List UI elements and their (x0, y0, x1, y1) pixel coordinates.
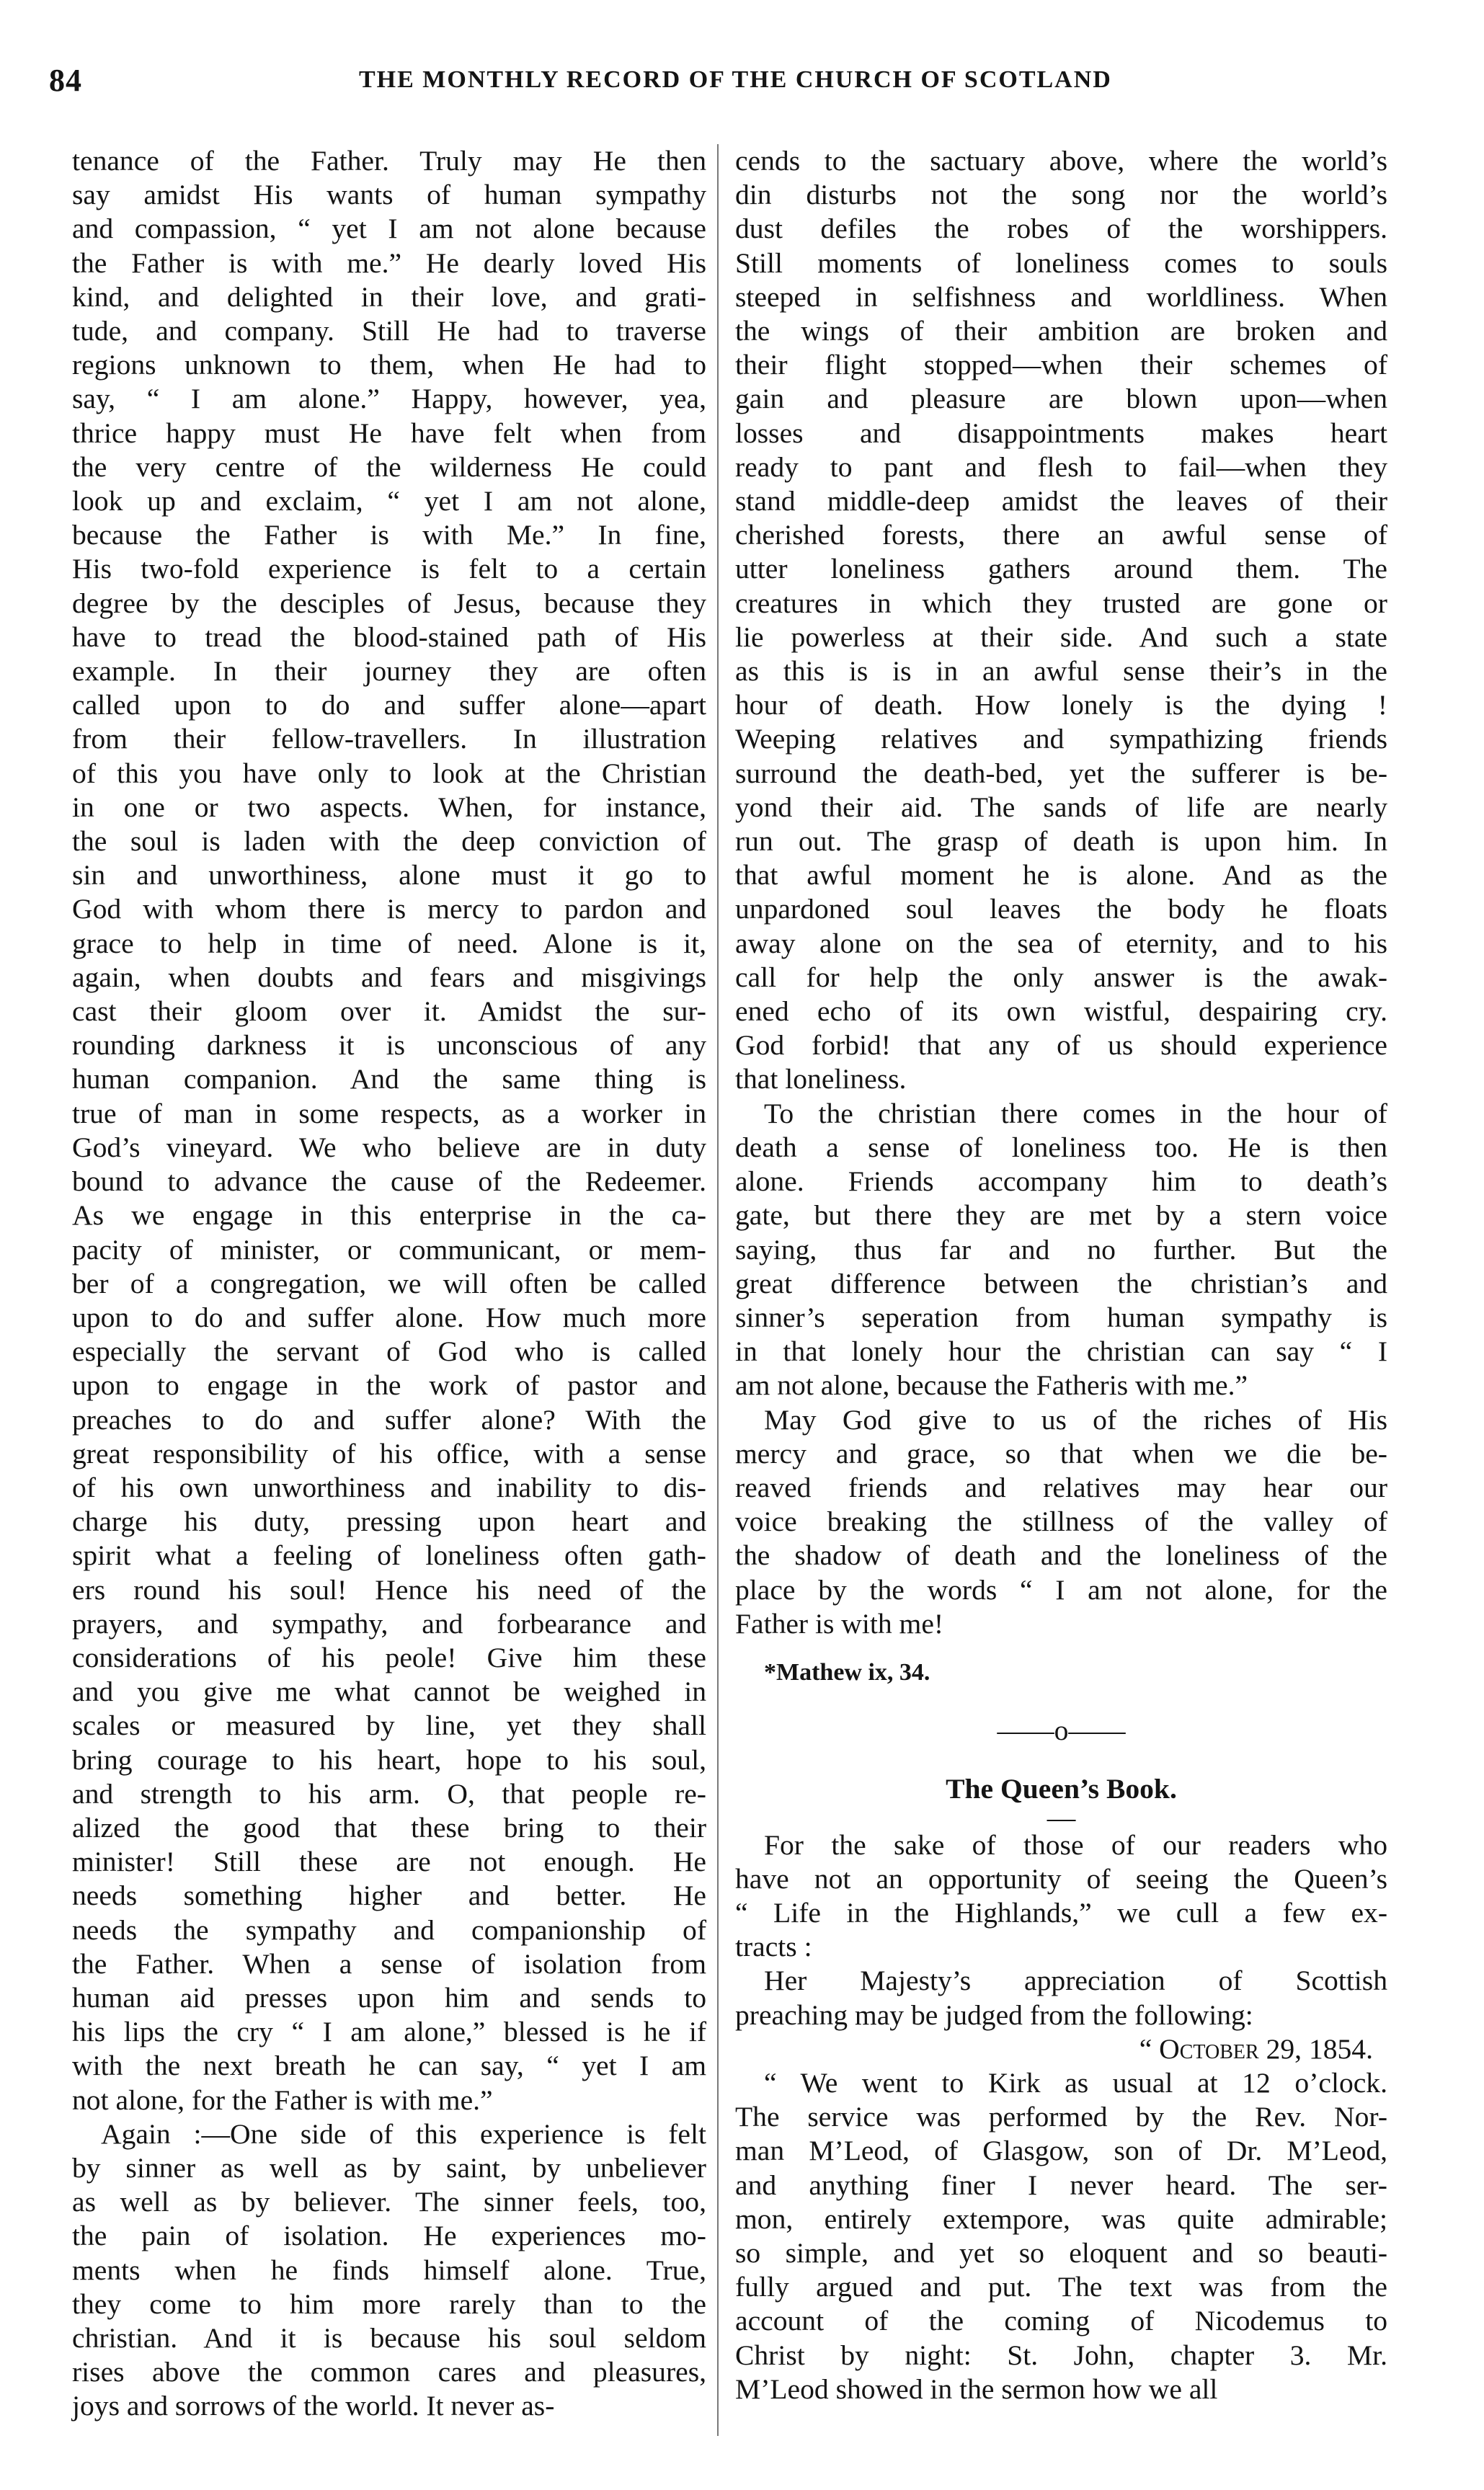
text-line: called upon to do and suffer alone—apart (72, 689, 706, 721)
date-line: “ October 29, 1854. (1139, 2032, 1373, 2065)
text-line: To the christian there comes in the hour of (764, 1097, 1387, 1129)
text-line: as well as by believer. The sinner feels, too, (72, 2186, 706, 2218)
text-line: scales or measured by line, yet they shall (72, 1709, 706, 1742)
page-number: 84 (49, 63, 82, 98)
text-line: stand middle-deep amidst the leaves of their (735, 485, 1387, 517)
text-line: the Father is with me.” He dearly loved His (72, 246, 706, 279)
text-line: “ We went to Kirk as usual at 12 o’clock. (764, 2066, 1387, 2099)
paragraph-closing-prayer (735, 1403, 1387, 1641)
text-line: in one or two aspects. When, for instance, (72, 791, 706, 823)
text-line: sinner’s seperation from human sympathy is (735, 1301, 1387, 1333)
text-line: mercy and grace, so that when we die be- (735, 1437, 1387, 1469)
text-line: say, “ I am alone.” Happy, however, yea, (72, 383, 706, 415)
text-line: His two-fold experience is felt to a certain (72, 553, 706, 585)
text-line: great difference between the christian’s and (735, 1267, 1387, 1299)
intro-paragraph (735, 1828, 1387, 1965)
text-line: regions unknown to them, when He had to (72, 349, 706, 381)
text-line: the shadow of death and the loneliness of the (735, 1539, 1387, 1572)
text-line: because the Father is with Me.” In fine, (72, 519, 706, 551)
text-line: God forbid! that any of us should experience (735, 1029, 1387, 1062)
text-line: tracts : (735, 1931, 812, 1963)
text-line: considerations of his peole! Give him these (72, 1641, 706, 1673)
text-line: place by the words “ I am not alone, for the (735, 1573, 1387, 1606)
text-line: lie powerless at their side. And such a state (735, 621, 1387, 653)
text-line: voice breaking the stillness of the valley of (735, 1506, 1387, 1538)
text-line: rises above the common cares and pleasures, (72, 2356, 706, 2388)
text-line: say amidst His wants of human sympathy (72, 179, 706, 211)
text-line: ready to pant and flesh to fail—when they (735, 450, 1387, 483)
text-line: the pain of isolation. He experiences mo- (72, 2220, 706, 2252)
text-line: losses and disappointments makes heart (735, 417, 1387, 449)
paragraph-christian-death (735, 1097, 1387, 1403)
text-line: The service was performed by the Rev. Nor- (735, 2101, 1387, 2133)
text-line: human aid presses upon him and sends to (72, 1981, 706, 2014)
text-line: rounding darkness it is unconscious of any (72, 1029, 706, 1062)
text-line: spirit what a feeling of loneliness often gath- (72, 1539, 706, 1572)
left-column (72, 144, 706, 2424)
text-line: of his own unworthiness and inability to dis- (72, 1471, 706, 1503)
text-line: that awful moment he is alone. And as the (735, 859, 1387, 891)
quote-paragraph (735, 2066, 1387, 2406)
text-line: ments when he finds himself alone. True, (72, 2254, 706, 2286)
text-line: Her Majesty’s appreciation of Scottish (764, 1965, 1387, 1997)
text-line: preaching may be judged from the following: (735, 1998, 1253, 2031)
text-line: bring courage to his heart, hope to his soul, (72, 1743, 706, 1776)
text-line: needs the sympathy and companionship of (72, 1913, 706, 1946)
text-line: have to tread the blood-stained path of His (72, 621, 706, 653)
text-line: dust defiles the robes of the worshippers. (735, 213, 1387, 245)
text-line: example. In their journey they are often (72, 655, 706, 688)
text-line: that loneliness. (735, 1063, 907, 1095)
text-line: reaved friends and relatives may hear our (735, 1471, 1387, 1503)
text-line: grace to help in time of need. Alone is it, (72, 927, 706, 959)
text-line: am not alone, because the Fatheris with me.” (735, 1369, 1248, 1402)
text-line: steeped in selfishness and worldliness. When (735, 280, 1387, 313)
page-header (49, 62, 1397, 105)
text-line: pacity of minister, or communicant, or mem- (72, 1233, 706, 1266)
section-title: The Queen’s Book. (946, 1773, 1177, 1805)
section-separator: ——o—— (997, 1715, 1126, 1747)
text-line: tude, and company. Still He had to traverse (72, 315, 706, 347)
text-line: hour of death. How lonely is the dying ! (735, 689, 1387, 721)
text-line: true of man in some respects, as a worker in (72, 1097, 706, 1129)
text-line: ers round his soul! Hence his need of the (72, 1573, 706, 1606)
text-line: ened echo of its own wistful, despairing cry. (735, 995, 1387, 1028)
text-line: As we engage in this enterprise in the ca- (72, 1199, 706, 1232)
text-line: din disturbs not the song nor the world’s (735, 179, 1387, 211)
text-line: “ Life in the Highlands,” we cull a few ex- (735, 1896, 1387, 1929)
text-line: they come to him more rarely than to the (72, 2287, 706, 2320)
text-line: May God give to us of the riches of His (764, 1403, 1387, 1436)
article-continuation (735, 144, 1387, 1097)
column-divider (717, 144, 719, 2436)
text-line: sin and unworthiness, alone must it go to (72, 859, 706, 891)
text-line: tenance of the Father. Truly may He then (72, 145, 706, 177)
text-line: the very centre of the wilderness He could (72, 450, 706, 483)
text-line: upon to do and suffer alone. How much more (72, 1301, 706, 1333)
text-line: preaches to do and suffer alone? With the (72, 1403, 706, 1436)
text-line: again, when doubts and fears and misgivings (72, 961, 706, 993)
text-line: alized the good that these bring to their (72, 1811, 706, 1844)
text-line: and anything finer I never heard. The ser- (735, 2169, 1387, 2201)
text-line: needs something higher and better. He (72, 1880, 706, 1912)
text-line: of this you have only to look at the Christian (72, 757, 706, 789)
text-line: Weeping relatives and sympathizing friends (735, 723, 1387, 755)
text-line: degree by the desciples of Jesus, because they (72, 587, 706, 619)
text-line: not alone, for the Father is with me.” (72, 2084, 493, 2116)
text-line: call for help the only answer is the awak- (735, 961, 1387, 993)
text-line: fully argued and put. The text was from the (735, 2271, 1387, 2303)
running-title: THE MONTHLY RECORD OF THE CHURCH OF SCOTLAND (359, 66, 1112, 93)
text-line: man M’Leod, of Glasgow, son of Dr. M’Leod, (735, 2135, 1387, 2167)
text-line: in that lonely hour the christian can say “ I (735, 1335, 1387, 1368)
text-line: kind, and delighted in their love, and grati- (72, 280, 706, 313)
text-line: christian. And it is because his soul seldom (72, 2322, 706, 2354)
text-line: God with whom there is mercy to pardon and (72, 893, 706, 925)
text-line: mon, entirely extempore, was quite admirable; (735, 2202, 1387, 2235)
text-line: upon to engage in the work of pastor and (72, 1369, 706, 1402)
text-line: by sinner as well as by saint, by unbeliever (72, 2151, 706, 2184)
text-line: cends to the sactuary above, where the world’s (735, 145, 1387, 177)
right-column (735, 144, 1387, 2406)
text-line: creatures in which they trusted are gone or (735, 587, 1387, 619)
text-line: ber of a congregation, we will often be called (72, 1267, 706, 1299)
text-line: Again :—One side of this experience is felt (101, 2117, 706, 2150)
text-line: great responsibility of his office, with a sense (72, 1437, 706, 1469)
text-line: their flight stopped—when their schemes of (735, 349, 1387, 381)
text-line: as this is is in an awful sense their’s in the (735, 655, 1387, 688)
text-line: his lips the cry “ I am alone,” blessed is he if (72, 2016, 706, 2048)
text-line: have not an opportunity of seeing the Queen’s (735, 1862, 1387, 1895)
text-line: death a sense of loneliness too. He is then (735, 1131, 1387, 1163)
text-line: and compassion, “ yet I am not alone because (72, 213, 706, 245)
text-line: especially the servant of God who is called (72, 1335, 706, 1368)
text-line: charge his duty, pressing upon heart and (72, 1506, 706, 1538)
text-line: human companion. And the same thing is (72, 1063, 706, 1095)
text-line: Christ by night: St. John, chapter 3. Mr. (735, 2339, 1387, 2371)
footnote: *Mathew ix, 34. (764, 1658, 930, 1686)
text-line: the Father. When a sense of isolation from (72, 1947, 706, 1980)
text-line: bound to advance the cause of the Redeemer. (72, 1165, 706, 1198)
text-line: unpardoned soul leaves the body he floats (735, 893, 1387, 925)
text-line: so simple, and yet so eloquent and so beauti- (735, 2236, 1387, 2269)
text-line: minister! Still these are not enough. He (72, 1846, 706, 1878)
text-line: God’s vineyard. We who believe are in duty (72, 1131, 706, 1163)
text-line: gain and pleasure are blown upon—when (735, 383, 1387, 415)
text-line: with the next breath he can say, “ yet I am (72, 2050, 706, 2082)
title-rule: — (1047, 1801, 1076, 1833)
text-line: yond their aid. The sands of life are nearly (735, 791, 1387, 823)
text-line: from their fellow-travellers. In illustration (72, 723, 706, 755)
text-line: run out. The grasp of death is upon him. In (735, 825, 1387, 858)
text-line: alone. Friends accompany him to death’s (735, 1165, 1387, 1198)
text-line: thrice happy must He have felt when from (72, 417, 706, 449)
text-line: look up and exclaim, “ yet I am not alone, (72, 485, 706, 517)
text-line: the wings of their ambition are broken and (735, 315, 1387, 347)
text-line: joys and sorrows of the world. It never as- (72, 2390, 555, 2422)
majesty-paragraph (735, 1964, 1387, 2032)
text-line: gate, but there they are met by a stern voice (735, 1199, 1387, 1232)
text-line: and you give me what cannot be weighed in (72, 1676, 706, 1708)
text-line: surround the death-bed, yet the sufferer is be- (735, 757, 1387, 789)
text-line: cast their gloom over it. Amidst the sur- (72, 995, 706, 1028)
text-line: saying, thus far and no further. But the (735, 1233, 1387, 1266)
text-line: and strength to his arm. O, that people re- (72, 1777, 706, 1810)
text-line: M’Leod showed in the sermon how we all (735, 2373, 1218, 2405)
text-line: cherished forests, there an awful sense of (735, 519, 1387, 551)
text-line: account of the coming of Nicodemus to (735, 2305, 1387, 2337)
text-line: away alone on the sea of eternity, and to his (735, 927, 1387, 959)
text-line: prayers, and sympathy, and forbearance and (72, 1607, 706, 1640)
text-line: For the sake of those of our readers who (764, 1828, 1387, 1861)
text-line: utter loneliness gathers around them. The (735, 553, 1387, 585)
text-line: the soul is laden with the deep conviction of (72, 825, 706, 858)
text-line: Father is with me! (735, 1607, 944, 1640)
text-line: Still moments of loneliness comes to souls (735, 246, 1387, 279)
